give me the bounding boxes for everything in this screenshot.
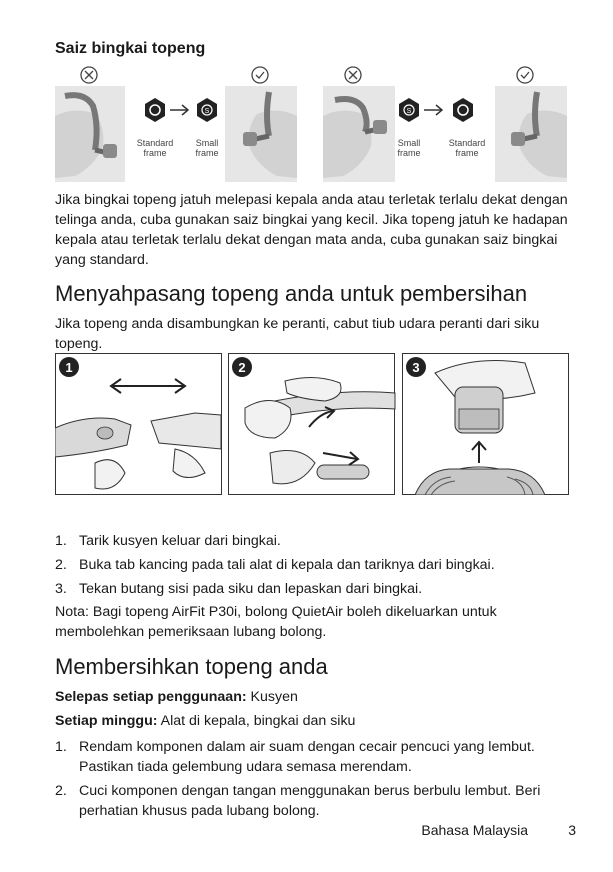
disassembly-note: Nota: Bagi topeng AirFit P30i, bolong QuietAir boleh dikeluarkan untuk membolehkan pemeriksaan lubang bolong. [55,604,497,640]
list-item: 2. Buka tab kancing pada tali alat di kepala dan tariknya dari bingkai. [55,557,495,573]
step-3-badge: 3 [412,360,420,375]
disassembly-heading: Menyahpasang topeng anda untuk pembersihan [55,281,528,306]
list-item: 3. Tekan butang sisi pada siku dan lepaskan dari bingkai. [55,581,423,597]
disassembly-steps-list [55,531,575,603]
frame-badge-standard-2 [453,98,473,122]
correct-fit-icon [517,67,533,83]
disassembly-steps-figure [55,353,570,495]
label-standard-frame-2: Standard frame [448,138,486,158]
page-number: 3 [568,822,576,838]
frame-badge-standard-1 [145,98,165,122]
page-footer [55,822,580,842]
incorrect-fit-icon [81,67,97,83]
head-profile-ok-2 [495,86,567,182]
cleaning-steps-list [55,737,575,825]
list-item: 1. Tarik kusyen keluar dari bingkai. [55,533,281,549]
step-2-illustration [229,354,396,495]
frame-badge-small-1 [197,98,217,122]
head-profile-ok-1 [225,86,297,182]
cleaning-heading: Membersihkan topeng anda [55,654,328,679]
step-2-badge: 2 [238,360,246,375]
label-small-frame-1: Small frame [195,138,219,158]
head-profile-fail-1 [55,86,125,182]
frame-badge-small-2 [399,98,419,122]
after-each-use-line: Selepas setiap penggunaan: Kusyen [55,689,298,705]
label-standard-frame-1: Standard frame [136,138,174,158]
weekly-line: Setiap minggu: Alat di kepala, bingkai dan siku [55,713,356,729]
frame-size-paragraph: Jika bingkai topeng jatuh melepasi kepala anda atau terletak terlalu dekat dengan telinga anda, cuba gunakan saiz bingkai yang kecil. Jika topeng jatuh ke hadapan kepala atau terletak terlalu dekat dengan mata anda, cuba gunakan saiz bingkai yang standard. [55,192,568,268]
step-3-illustration [403,354,569,496]
disassembly-intro: Jika topeng anda disambungkan ke peranti, cabut tiub udara peranti dari siku topeng. [55,316,540,352]
head-profile-fail-2 [323,86,395,182]
list-item: 2. Cuci komponen dengan tangan menggunakan berus berbulu lembut. Beri perhatian khusus pada lubang bolong. [55,783,541,819]
correct-fit-icon [252,67,268,83]
arrow-right-icon [170,105,188,115]
list-item: 1. Rendam komponen dalam air suam dengan cecair pencuci yang lembut. Pastikan tiada gelembung udara semasa merendam. [55,739,535,775]
incorrect-fit-icon [345,67,361,83]
footer-language: Bahasa Malaysia [421,822,528,838]
svg-text:S: S [406,108,412,115]
frame-size-figure [55,66,580,182]
svg-text:S: S [204,108,210,115]
label-small-frame-2: Small frame [397,138,421,158]
frame-size-title: Saiz bingkai topeng [55,40,206,57]
step-1-illustration [55,354,222,495]
arrow-right-icon [424,105,442,115]
step-1-badge: 1 [65,360,73,375]
